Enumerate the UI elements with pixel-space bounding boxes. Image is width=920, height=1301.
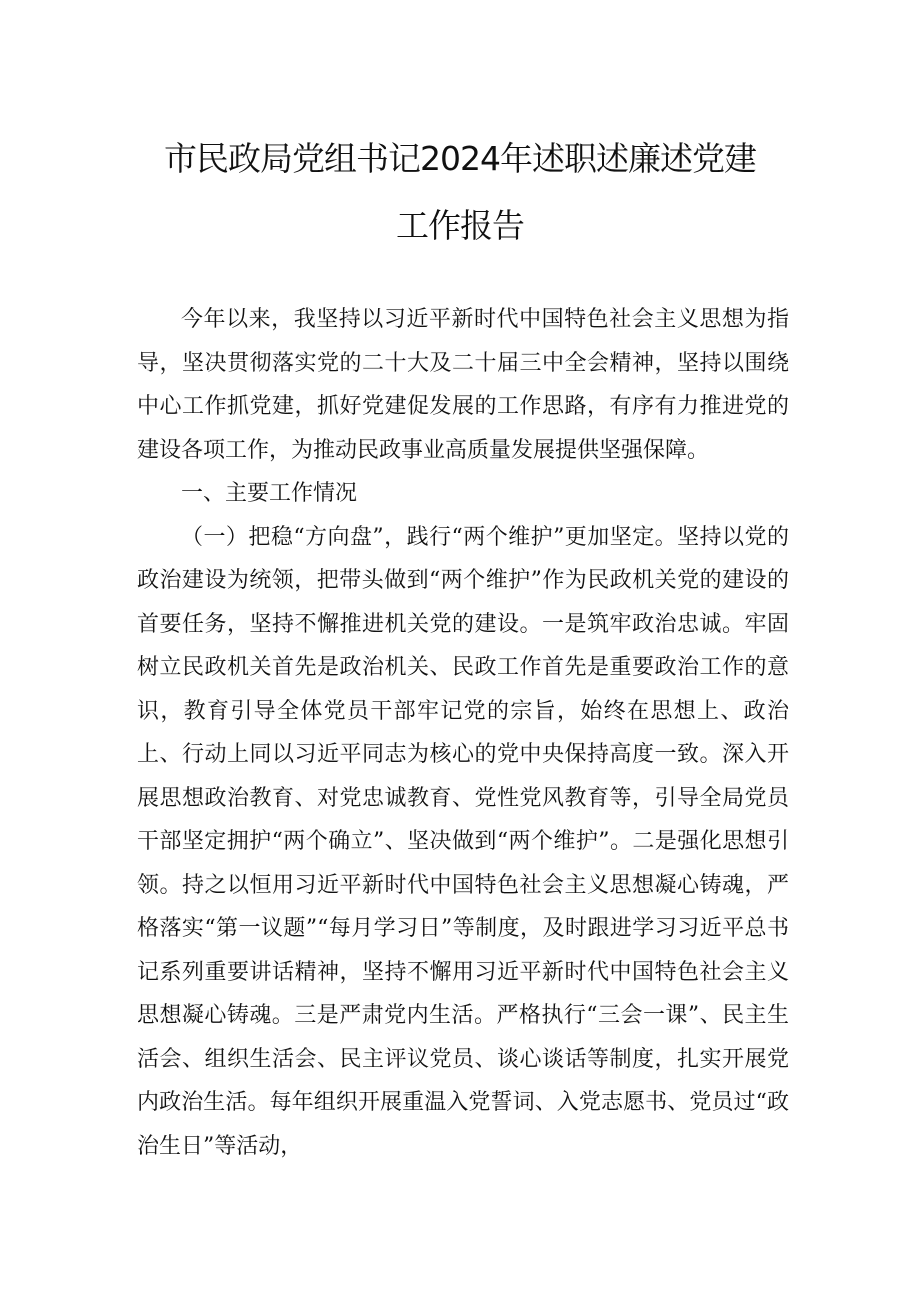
- document-body: [137, 298, 789, 1168]
- intro-paragraph: 今年以来，我坚持以习近平新时代中国特色社会主义思想为指导，坚决贯彻落实党的二十大及二十届三中全会精神，坚持以围绕中心工作抓党建，抓好党建促发展的工作思路，有序有力推进党的建设各项工作，为推动民政事业高质量发展提供坚强保障。: [137, 307, 789, 463]
- section-paragraph: （一）把稳“方向盘”，践行“两个维护”更加坚定。坚持以党的政治建设为统领，把带头做到“两个维护”作为民政机关党的建设的首要任务，坚持不懈推进机关党的建设。一是筑牢政治忠诚。牢固树立民政机关首先是政治机关、民政工作首先是重要政治工作的意识，教育引导全体党员干部牢记党的宗旨，始终在思想上、政治上、行动上同以习近平同志为核心的党中央保持高度一致。深入开展思想政治教育、对党忠诚教育、党性党风教育等，引导全局党员干部坚定拥护“两个确立”、坚决做到“两个维护”。二是强化思想引领。持之以恒用习近平新时代中国特色社会主义思想凝心铸魂，严格落实“第一议题”“每月学习日”等制度，及时跟进学习习近平总书记系列重要讲话精神，坚持不懈用习近平新时代中国特色社会主义思想凝心铸魂。三是严肃党内生活。严格执行“三会一课”、民主生活会、组织生活会、民主评议党员、谈心谈话等制度，扎实开展党内政治生活。每年组织开展重温入党誓词、入党志愿书、党员过“政治生日”等活动，: [137, 524, 789, 1159]
- document-title-line-2: 工作报告: [396, 206, 524, 245]
- document-title-line-1: 市民政局党组书记2024年述职述廉述党建: [164, 139, 756, 178]
- section-heading: 一、主要工作情况: [181, 481, 358, 506]
